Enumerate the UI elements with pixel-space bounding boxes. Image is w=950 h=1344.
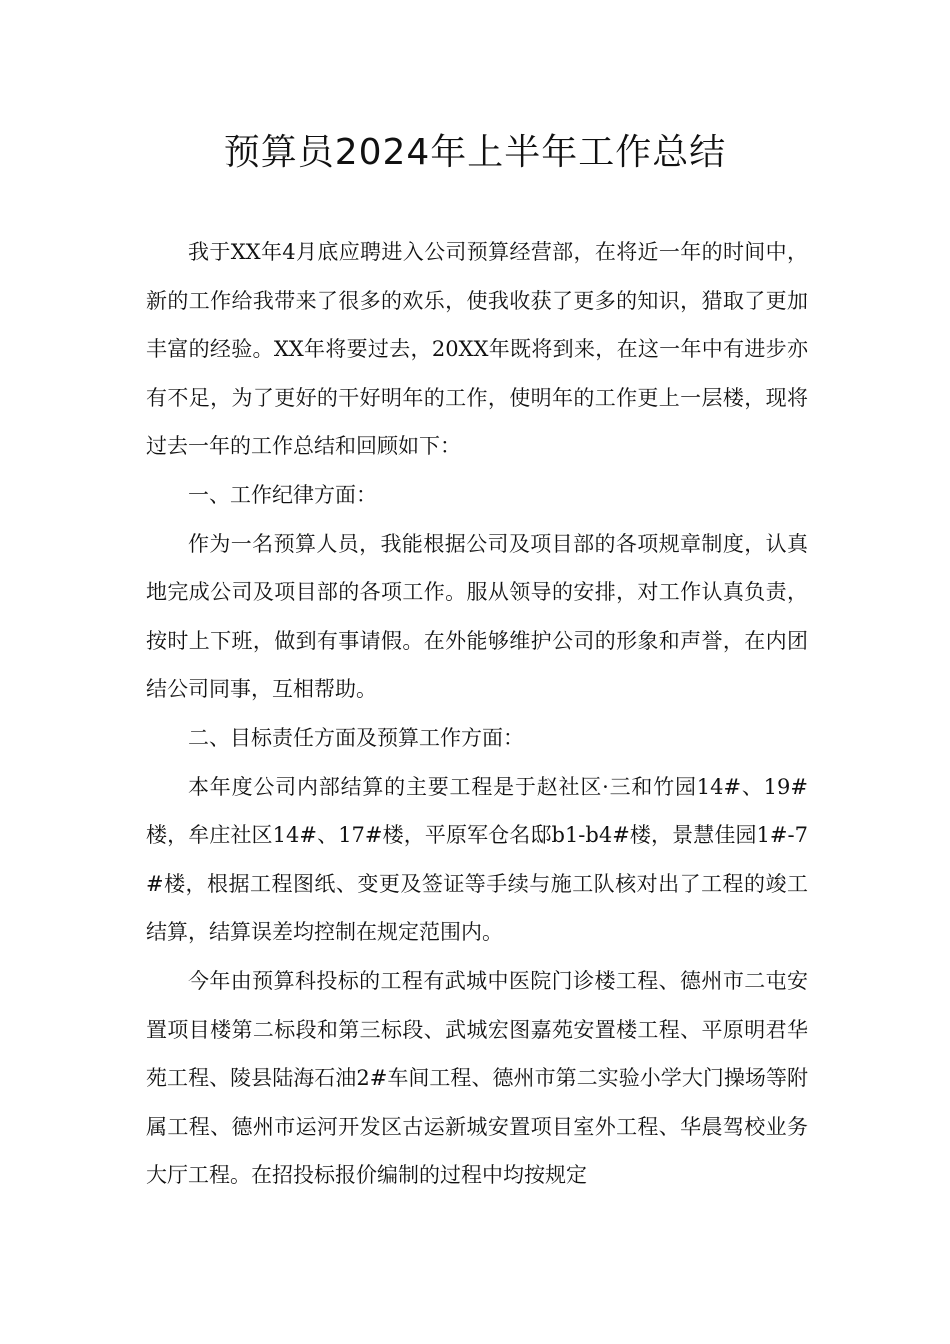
document-body (146, 228, 808, 1200)
document-title: 预算员2024年上半年工作总结 (223, 132, 727, 173)
paragraph-work-discipline: 作为一名预算人员，我能根据公司及项目部的各项规章制度，认真地完成公司及项目部的各项工作。服从领导的安排，对工作认真负责，按时上下班，做到有事请假。在外能够维护公司的形象和声誉，在内团结公司同事，互相帮助。 (146, 531, 808, 702)
paragraph-bidding-projects: 今年由预算科投标的工程有武城中医院门诊楼工程、德州市二屯安置项目楼第二标段和第三标段、武城宏图嘉苑安置楼工程、平原明君华苑工程、陵县陆海石油2#车间工程、德州市第二实验小学大门操场等附属工程、德州市运河开发区古运新城安置项目室外工程、华晨驾校业务大厅工程。在招投标报价编制的过程中均按规定 (146, 968, 808, 1188)
section-heading-work-discipline: 一、工作纪律方面： (188, 482, 377, 507)
paragraph-internal-settlement: 本年度公司内部结算的主要工程是于赵社区·三和竹园14#、19#楼，牟庄社区14#、17#楼，平原军仓名邸b1-b4#楼，景慧佳园1#-7#楼，根据工程图纸、变更及签证等手续与施工队核对出了工程的竣工结算，结算误差均控制在规定范围内。 (146, 774, 808, 945)
paragraph-intro: 我于XX年4月底应聘进入公司预算经营部，在将近一年的时间中，新的工作给我带来了很多的欢乐，使我收获了更多的知识，猎取了更加丰富的经验。XX年将要过去，20XX年既将到来，在这一年中有进步亦有不足，为了更好的干好明年的工作，使明年的工作更上一层楼，现将过去一年的工作总结和回顾如下： (146, 240, 808, 459)
section-heading-target-responsibility: 二、目标责任方面及预算工作方面： (188, 725, 524, 750)
